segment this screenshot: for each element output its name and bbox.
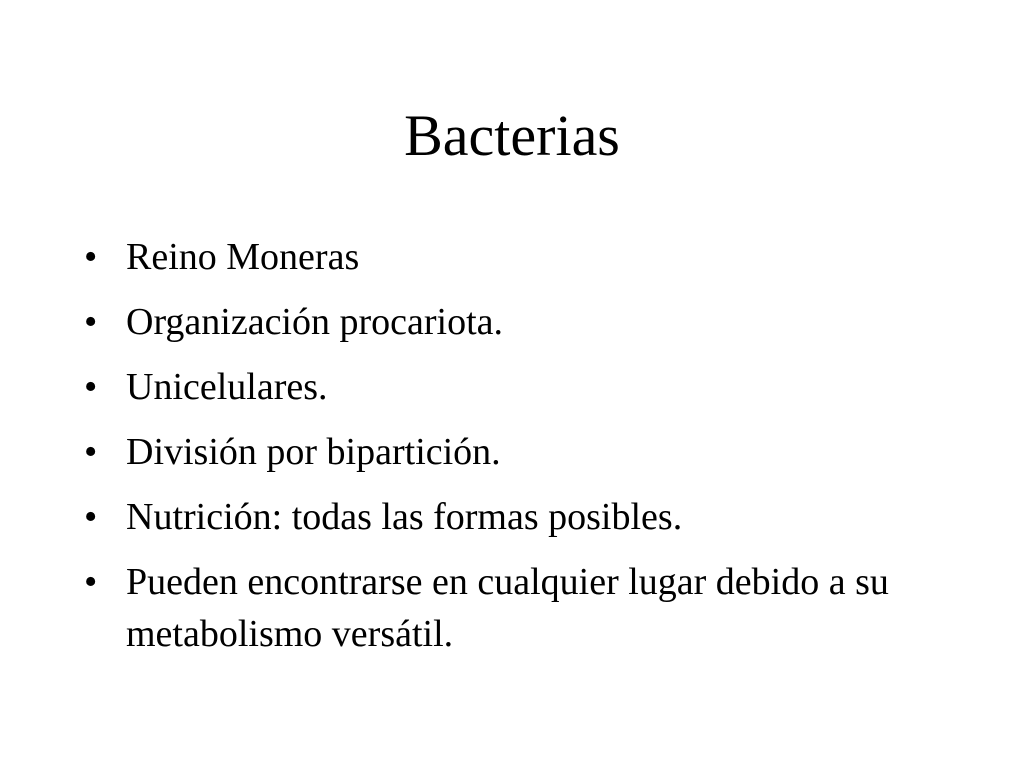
bullet-text: Unicelulares. [126,366,328,408]
bullet-item [80,556,960,660]
bullet-marker: • [84,236,98,278]
bullet-text: Reino Moneras [126,236,360,278]
bullet-item [80,231,960,283]
bullet-marker: • [84,366,98,408]
bullet-list [80,231,960,660]
slide-title: Bacterias [404,103,620,168]
bullet-marker: • [84,561,98,603]
bullet-item [80,296,960,348]
bullet-marker: • [84,431,98,473]
bullet-text: Pueden encontrarse en cualquier lugar debido a su metabolismo versátil. [126,561,889,655]
bullet-marker: • [84,496,98,538]
bullet-item [80,491,960,543]
bullet-text: Nutrición: todas las formas posibles. [126,496,683,538]
bullet-text: División por bipartición. [126,431,501,473]
bullet-item [80,361,960,413]
bullet-marker: • [84,301,98,343]
bullet-text: Organización procariota. [126,301,504,343]
bullet-item [80,426,960,478]
